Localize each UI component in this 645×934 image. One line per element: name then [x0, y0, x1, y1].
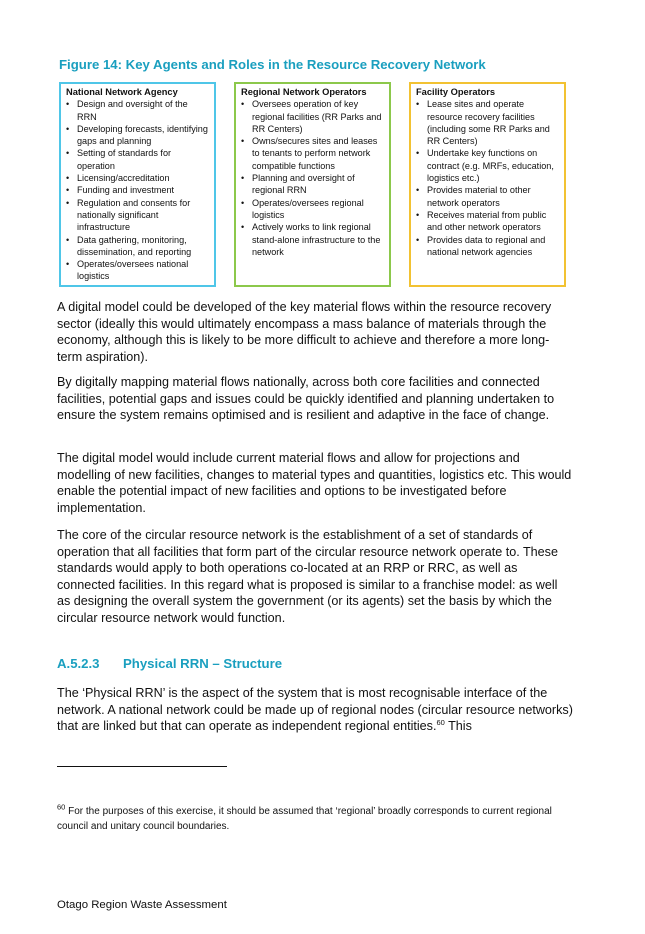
footnote-text: For the purposes of this exercise, it should be assumed that ‘regional’ broadly corresponds to current regional council and unitary council boundaries.: [57, 806, 552, 832]
list-item: • Owns/secures sites and leases to tenants to perform network compatible functions: [241, 135, 384, 172]
list-item: • Provides material to other network operators: [416, 184, 559, 209]
list-item: • Operates/oversees regional logistics: [241, 197, 384, 222]
paragraph-tail: This: [444, 719, 472, 734]
footnote-ref[interactable]: 60: [436, 718, 445, 727]
footnote-mark: 60: [57, 802, 66, 812]
section-number: A.5.2.3: [57, 656, 100, 671]
list-item: • Regulation and consents for nationally significant infrastructure: [66, 197, 209, 234]
list-item: • Setting of standards for operation: [66, 147, 209, 172]
list-item: • Receives material from public and other network operators: [416, 209, 559, 234]
section-title: Physical RRN – Structure: [123, 656, 283, 671]
paragraph-text: The ‘Physical RRN’ is the aspect of the system that is most recognisable interface of the network. A national network could be made up of regional nodes (circular resource networks) that are linked but that can operate as independent regional entities.: [57, 686, 573, 734]
facility-operators-box: [409, 82, 566, 287]
list-item: • Design and oversight of the RRN: [66, 98, 209, 123]
list-item: • Funding and investment: [66, 184, 209, 196]
footnote: [57, 804, 573, 834]
national-network-agency-box: [59, 82, 216, 287]
role-list: [241, 98, 384, 258]
role-list: [416, 98, 559, 258]
list-item: • Data gathering, monitoring, dissemination, and reporting: [66, 234, 209, 259]
list-item: • Oversees operation of key regional facilities (RR Parks and RR Centers): [241, 98, 384, 135]
list-item: • Undertake key functions on contract (e.g. MRFs, education, logistics etc.): [416, 147, 559, 184]
body-paragraph: A digital model could be developed of the key material flows within the resource recovery sector (ideally this would ultimately encompass a mass balance of materials through the economy, although this is likely to be more difficult to achieve and therefore a more long-term aspiration).: [57, 300, 552, 364]
list-item: • Operates/oversees national logistics: [66, 258, 209, 283]
page-footer: Otago Region Waste Assessment: [57, 899, 227, 911]
body-paragraph: By digitally mapping material flows nationally, across both core facilities and connected facilities, potential gaps and issues could be quickly identified and planning undertaken to ensure the system remains optimised and is resilient and adaptive in the face of change.: [57, 375, 555, 423]
figure-title: Figure 14: Key Agents and Roles in the Resource Recovery Network: [59, 57, 486, 72]
list-item: • Actively works to link regional stand-alone infrastructure to the network: [241, 221, 384, 258]
section-heading: [57, 656, 282, 671]
box-heading: National Network Agency: [66, 87, 178, 97]
footnote-divider: [57, 766, 227, 767]
section-paragraph: [57, 685, 573, 735]
list-item: • Licensing/accreditation: [66, 172, 209, 184]
body-paragraph: The digital model would include current material flows and allow for projections and modelling of new facilities, changes to material types and quantities, logistics etc. This would enable the potential impact of new facilities and options to be investigated before implementation.: [57, 451, 572, 515]
list-item: • Lease sites and operate resource recovery facilities (including some RR Parks and RR Centers): [416, 98, 559, 147]
role-list: [66, 98, 209, 282]
body-paragraph: The core of the circular resource network is the establishment of a set of standards of operation that all facilities that form part of the circular resource network operate to. These standards would apply to both operations co-located at an RRP or RRC, as well as connected facilities. In this regard what is proposed is similar to a franchise model: as well as designing the overall system the government (or its agents) set the basis by which the circular resource network would function.: [57, 528, 558, 625]
regional-network-operators-box: [234, 82, 391, 287]
box-heading: Regional Network Operators: [241, 87, 367, 97]
list-item: • Planning and oversight of regional RRN: [241, 172, 384, 197]
list-item: • Developing forecasts, identifying gaps and planning: [66, 123, 209, 148]
box-heading: Facility Operators: [416, 87, 496, 97]
list-item: • Provides data to regional and national network agencies: [416, 234, 559, 259]
